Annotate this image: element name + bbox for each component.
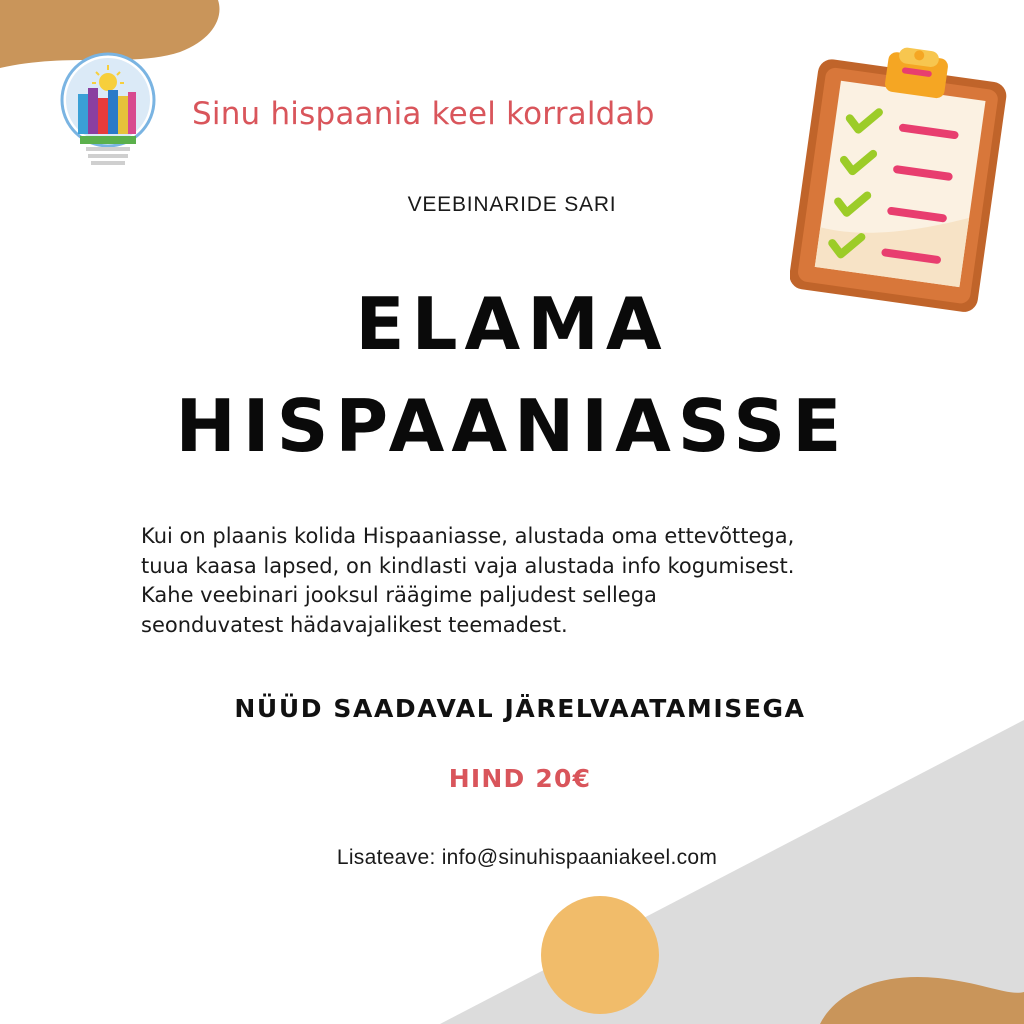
description-line: Kahe veebinari jooksul räägime paljudest sellega	[141, 583, 657, 607]
title-line-1: ELAMA	[355, 282, 669, 366]
title-line-2: HISPAANIASSE	[175, 384, 849, 468]
contact-email[interactable]: info@sinuhispaaniakeel.com	[441, 846, 718, 869]
description-line: seonduvatest hädavajalikest teemadest.	[141, 612, 568, 637]
contact-line	[0, 846, 1024, 870]
description-line: tuua kaasa lapsed, on kindlasti vaja alustada info kogumisest.	[141, 553, 795, 578]
orange-circle	[541, 896, 659, 1014]
price-label: HIND 20€	[448, 764, 592, 793]
description	[141, 522, 911, 640]
checklist-clipboard-icon	[790, 38, 1012, 318]
description-line: Kui on plaanis kolida Hispaaniasse, alustada oma ettevõttega,	[141, 524, 795, 548]
brand-name: Sinu hispaania keel korraldab	[192, 96, 655, 132]
availability-heading: NÜÜD SAADAVAL JÄRELVAATAMISEGA	[234, 694, 806, 723]
lightbulb-books-logo	[58, 52, 158, 182]
contact-label: Lisateave:	[336, 846, 436, 869]
series-label: VEEBINARIDE SARI	[407, 193, 617, 216]
